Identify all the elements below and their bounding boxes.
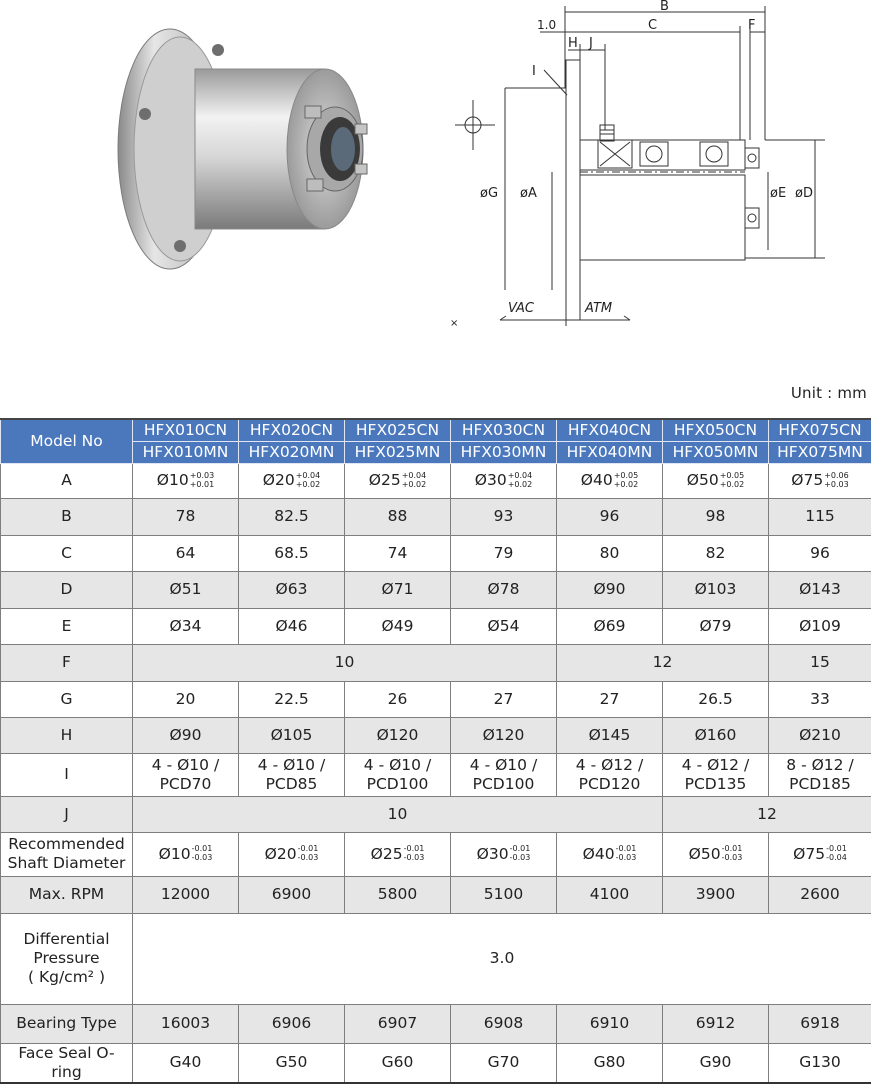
- dim-a: øA: [520, 186, 537, 201]
- table-cell: 74: [345, 535, 451, 571]
- dim-c: C: [648, 18, 658, 33]
- model-mn: HFX075MN: [769, 441, 871, 463]
- table-cell: Ø49: [345, 608, 451, 644]
- table-cell: Ø105: [239, 717, 345, 753]
- table-cell: Ø145: [557, 717, 663, 753]
- dim-b: B: [660, 0, 669, 14]
- table-cell: 27: [451, 681, 557, 717]
- dim-d: øD: [795, 186, 813, 201]
- table-cell: Ø69: [557, 608, 663, 644]
- table-cell: 4100: [557, 876, 663, 913]
- table-cell: 2600: [769, 876, 871, 913]
- table-cell: Ø20 +0.04 +0.02: [239, 463, 345, 498]
- table-cell: Ø51: [133, 571, 239, 608]
- row-d: [1, 571, 871, 608]
- row-label: E: [1, 608, 133, 644]
- dim-j: J: [589, 36, 593, 51]
- bolt-hole-icon: [212, 44, 224, 56]
- table-cell: Ø90: [133, 717, 239, 753]
- table-cell: G60: [345, 1043, 451, 1083]
- table-cell: Ø120: [451, 717, 557, 753]
- table-cell: 78: [133, 498, 239, 535]
- table-cell: Ø103: [663, 571, 769, 608]
- table-cell: 68.5: [239, 535, 345, 571]
- table-cell: 4 - Ø12 / PCD135: [663, 753, 769, 796]
- row-g: [1, 681, 871, 717]
- atm-label: ATM: [585, 301, 613, 316]
- row-label: B: [1, 498, 133, 535]
- table-cell: 12: [663, 796, 871, 832]
- table-cell: 98: [663, 498, 769, 535]
- row-label: Bearing Type: [1, 1004, 133, 1043]
- table-cell: 4 - Ø10 / PCD70: [133, 753, 239, 796]
- row-label: J: [1, 796, 133, 832]
- row-label: G: [1, 681, 133, 717]
- model-mn: HFX010MN: [133, 441, 239, 463]
- row-label: H: [1, 717, 133, 753]
- table-cell: Ø71: [345, 571, 451, 608]
- model-cn: HFX010CN: [133, 419, 239, 441]
- table-cell: Ø25 -0.01 -0.03: [345, 832, 451, 876]
- table-cell: 6906: [239, 1004, 345, 1043]
- table-cell: 96: [557, 498, 663, 535]
- table-cell: Ø40 -0.01 -0.03: [557, 832, 663, 876]
- unit-label: Unit : mm: [790, 384, 867, 402]
- table-cell: Ø46: [239, 608, 345, 644]
- table-cell: 10: [133, 644, 557, 681]
- table-cell: 26.5: [663, 681, 769, 717]
- row-b: [1, 498, 871, 535]
- product-photo: [100, 14, 390, 284]
- spec-table: [0, 418, 871, 1084]
- row-label: I: [1, 753, 133, 796]
- dim-h: H: [568, 36, 578, 51]
- table-cell: 16003: [133, 1004, 239, 1043]
- row-f: [1, 644, 871, 681]
- row-label: Max. RPM: [1, 876, 133, 913]
- model-mn: HFX050MN: [663, 441, 769, 463]
- table-cell: 12: [557, 644, 769, 681]
- model-cn: HFX040CN: [557, 419, 663, 441]
- table-cell: Ø109: [769, 608, 871, 644]
- row-bearing-type: [1, 1004, 871, 1043]
- technical-drawing: [440, 0, 871, 340]
- model-cn: HFX030CN: [451, 419, 557, 441]
- table-cell: 3.0: [133, 913, 871, 1004]
- table-cell: Ø79: [663, 608, 769, 644]
- table-cell: 33: [769, 681, 871, 717]
- table-cell: Ø75 +0.06 +0.03: [769, 463, 871, 498]
- table-cell: 88: [345, 498, 451, 535]
- table-cell: Ø40 +0.05 +0.02: [557, 463, 663, 498]
- model-cn: HFX025CN: [345, 419, 451, 441]
- table-cell: Ø25 +0.04 +0.02: [345, 463, 451, 498]
- dim-gap: 1.0: [537, 18, 557, 32]
- row-j: [1, 796, 871, 832]
- table-cell: 12000: [133, 876, 239, 913]
- table-cell: 6907: [345, 1004, 451, 1043]
- table-cell: 82.5: [239, 498, 345, 535]
- table-cell: 8 - Ø12 / PCD185: [769, 753, 871, 796]
- row-i: [1, 753, 871, 796]
- table-cell: 4 - Ø12 / PCD120: [557, 753, 663, 796]
- table-cell: 79: [451, 535, 557, 571]
- model-cn: HFX075CN: [769, 419, 871, 441]
- model-cn: HFX050CN: [663, 419, 769, 441]
- row-face-seal-oring: [1, 1043, 871, 1083]
- table-cell: Ø10 -0.01 -0.03: [133, 832, 239, 876]
- table-cell: 4 - Ø10 / PCD100: [451, 753, 557, 796]
- row-a: [1, 463, 871, 498]
- table-cell: G70: [451, 1043, 557, 1083]
- table-cell: Ø120: [345, 717, 451, 753]
- table-cell: 3900: [663, 876, 769, 913]
- row-differential-pressure: [1, 913, 871, 1004]
- table-cell: 6900: [239, 876, 345, 913]
- table-cell: Ø63: [239, 571, 345, 608]
- dim-i: I: [532, 64, 536, 79]
- dim-f: F: [748, 18, 756, 33]
- table-cell: 22.5: [239, 681, 345, 717]
- row-label: Face Seal O-ring: [1, 1043, 133, 1083]
- table-cell: Ø160: [663, 717, 769, 753]
- table-cell: Ø90: [557, 571, 663, 608]
- table-cell: Ø78: [451, 571, 557, 608]
- row-label: D: [1, 571, 133, 608]
- table-cell: G80: [557, 1043, 663, 1083]
- row-label: F: [1, 644, 133, 681]
- row-max-rpm: [1, 876, 871, 913]
- table-cell: 115: [769, 498, 871, 535]
- table-cell: Ø210: [769, 717, 871, 753]
- row-label: A: [1, 463, 133, 498]
- table-cell: 80: [557, 535, 663, 571]
- table-cell: G50: [239, 1043, 345, 1083]
- table-cell: Ø30 +0.04 +0.02: [451, 463, 557, 498]
- vac-label: VAC: [508, 301, 534, 316]
- table-cell: Ø20 -0.01 -0.03: [239, 832, 345, 876]
- mark-icon: ×: [450, 318, 459, 329]
- dim-g: øG: [480, 186, 499, 201]
- table-cell: 93: [451, 498, 557, 535]
- table-cell: 6910: [557, 1004, 663, 1043]
- table-cell: Ø50 +0.05 +0.02: [663, 463, 769, 498]
- table-cell: 82: [663, 535, 769, 571]
- table-cell: Ø30 -0.01 -0.03: [451, 832, 557, 876]
- table-cell: 6918: [769, 1004, 871, 1043]
- table-cell: Ø143: [769, 571, 871, 608]
- table-cell: Ø34: [133, 608, 239, 644]
- table-cell: G40: [133, 1043, 239, 1083]
- table-cell: 6908: [451, 1004, 557, 1043]
- table-cell: 20: [133, 681, 239, 717]
- table-cell: Ø75 -0.01 -0.04: [769, 832, 871, 876]
- table-cell: 10: [133, 796, 663, 832]
- table-cell: 4 - Ø10 / PCD85: [239, 753, 345, 796]
- table-cell: 5100: [451, 876, 557, 913]
- table-cell: 15: [769, 644, 871, 681]
- table-cell: 26: [345, 681, 451, 717]
- model-mn: HFX020MN: [239, 441, 345, 463]
- table-cell: 64: [133, 535, 239, 571]
- row-label: Recommended Shaft Diameter: [1, 832, 133, 876]
- model-mn: HFX040MN: [557, 441, 663, 463]
- header-model-no: Model No: [1, 419, 133, 463]
- model-mn: HFX030MN: [451, 441, 557, 463]
- row-label: Differential Pressure ( Kg/cm² ): [1, 913, 133, 1004]
- model-mn: HFX025MN: [345, 441, 451, 463]
- row-c: [1, 535, 871, 571]
- table-cell: G130: [769, 1043, 871, 1083]
- row-e: [1, 608, 871, 644]
- table-cell: 6912: [663, 1004, 769, 1043]
- table-cell: 27: [557, 681, 663, 717]
- dim-e: øE: [770, 186, 787, 201]
- table-cell: Ø10 +0.03 +0.01: [133, 463, 239, 498]
- table-cell: 4 - Ø10 / PCD100: [345, 753, 451, 796]
- table-cell: Ø54: [451, 608, 557, 644]
- table-cell: 5800: [345, 876, 451, 913]
- table-cell: Ø50 -0.01 -0.03: [663, 832, 769, 876]
- table-cell: 96: [769, 535, 871, 571]
- row-h: [1, 717, 871, 753]
- model-cn: HFX020CN: [239, 419, 345, 441]
- table-cell: G90: [663, 1043, 769, 1083]
- row-label: C: [1, 535, 133, 571]
- row-shaft: [1, 832, 871, 876]
